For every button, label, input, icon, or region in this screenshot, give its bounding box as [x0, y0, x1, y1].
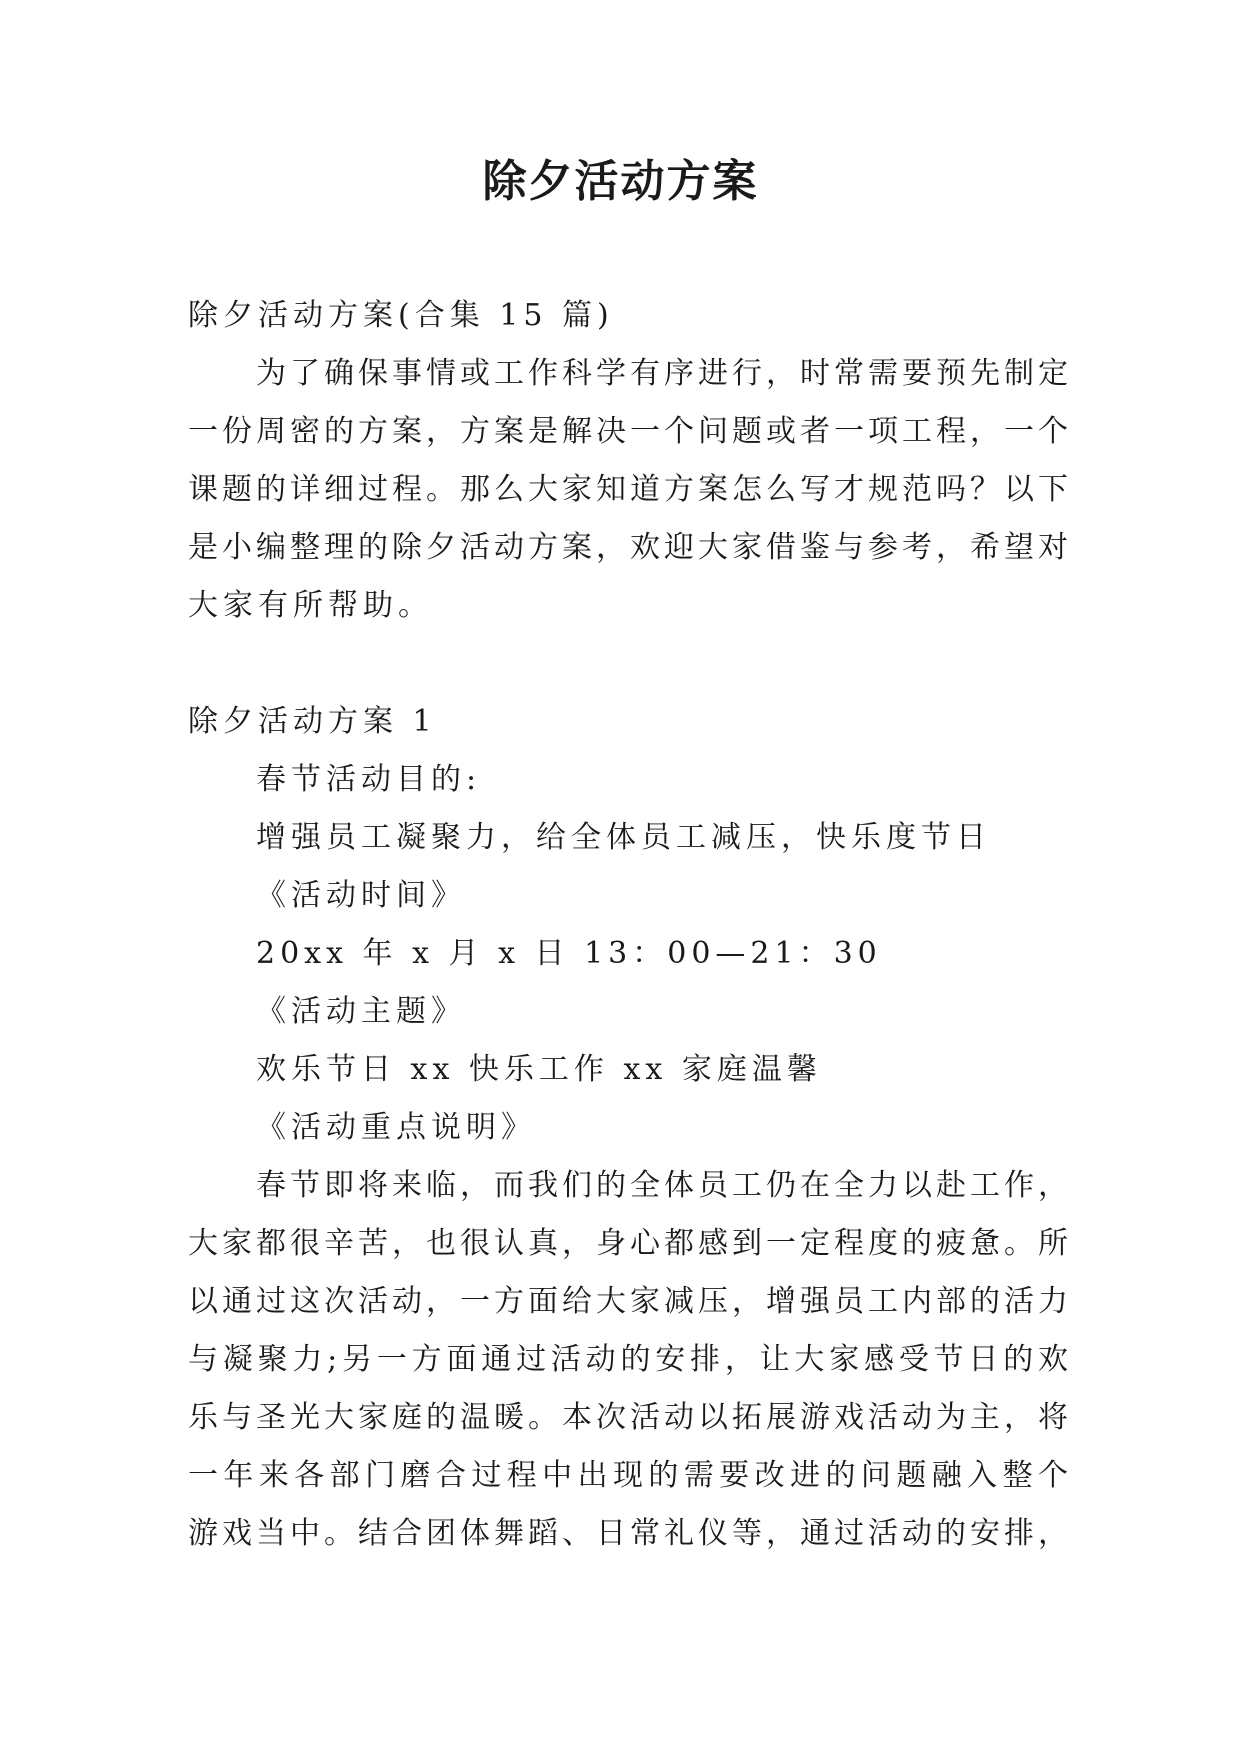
focus-label: 《活动重点说明》	[256, 1110, 536, 1145]
purpose-label: 春节活动目的:	[256, 762, 482, 797]
focus-line: 与凝聚力;另一方面通过活动的安排，让大家感受节日的欢	[188, 1342, 1068, 1377]
intro-line: 一份周密的方案，方案是解决一个问题或者一项工程，一个	[188, 414, 1068, 449]
intro-line: 大家有所帮助。	[188, 588, 433, 623]
intro-line: 是小编整理的除夕活动方案，欢迎大家借鉴与参考，希望对	[188, 530, 1068, 565]
paragraph-gap	[188, 635, 1068, 693]
focus-line: 以通过这次活动，一方面给大家减压，增强员工内部的活力	[188, 1284, 1068, 1319]
document-subtitle: 除夕活动方案(合集 15 篇)	[188, 298, 614, 333]
intro-line: 为了确保事情或工作科学有序进行，时常需要预先制定	[256, 356, 1068, 391]
focus-line: 大家都很辛苦，也很认真，身心都感到一定程度的疲惫。所	[188, 1226, 1068, 1261]
focus-line: 春节即将来临，而我们的全体员工仍在全力以赴工作，	[256, 1168, 1068, 1203]
focus-line: 一年来各部门磨合过程中出现的需要改进的问题融入整个	[188, 1458, 1068, 1493]
intro-line: 课题的详细过程。那么大家知道方案怎么写才规范吗？以下	[188, 472, 1068, 507]
purpose-text: 增强员工凝聚力，给全体员工减压，快乐度节日	[256, 820, 991, 855]
focus-line: 乐与圣光大家庭的温暖。本次活动以拓展游戏活动为主，将	[188, 1400, 1068, 1435]
focus-line: 游戏当中。结合团体舞蹈、日常礼仪等，通过活动的安排，	[188, 1516, 1068, 1551]
section-heading: 除夕活动方案 1	[188, 704, 437, 739]
theme-text: 欢乐节日 xx 快乐工作 xx 家庭温馨	[256, 1052, 822, 1087]
document-title: 除夕活动方案	[482, 156, 759, 207]
time-label: 《活动时间》	[256, 878, 466, 913]
document-body	[188, 287, 1068, 1563]
theme-label: 《活动主题》	[256, 994, 466, 1029]
time-text: 20xx 年 x 月 x 日 13：00—21：30	[256, 936, 882, 971]
